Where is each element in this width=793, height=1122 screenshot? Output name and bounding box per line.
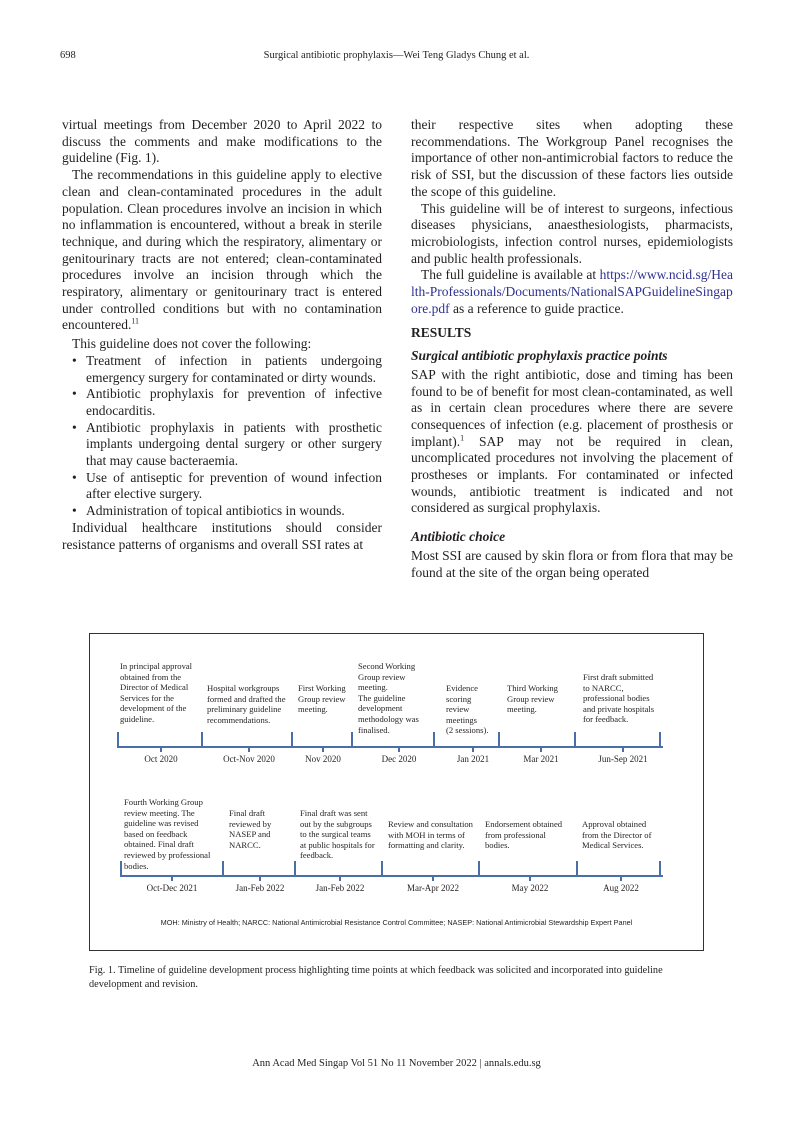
page-footer: Ann Acad Med Singap Vol 51 No 11 November 2022 | annals.edu.sg — [252, 1058, 541, 1069]
date-tick — [339, 876, 341, 881]
date-tick — [540, 747, 542, 752]
date-tick — [259, 876, 261, 881]
citation: 11 — [131, 316, 140, 326]
timeline-event: Evidence scoring review meetings (2 sessions). — [446, 683, 489, 736]
date-tick — [248, 747, 250, 752]
list-item: • Antibiotic prophylaxis in patients with prosthetic implants undergoing dental surgery or other surgery that may cause bacteraemia. — [72, 420, 382, 470]
list-item: • Use of antiseptic for prevention of wound infection after elective surgery. — [72, 470, 382, 503]
list-item: • Antibiotic prophylaxis for prevention of infective endocarditis. — [72, 386, 382, 419]
timeline-event: Third Working Group review meeting. — [507, 683, 558, 715]
paragraph: their respective sites when adopting these recommendations. The Workgroup Panel recognises the importance of other non-antimicrobial factors to reduce the risk of SSI, but the discussion of these factors lies outside the scope of this guideline. — [411, 117, 733, 199]
citation: 1 — [460, 433, 465, 443]
timeline-date: Jun-Sep 2021 — [598, 754, 648, 764]
paragraph-text: SAP with the right antibiotic, dose and timing has been found to be of benefit for most clean-contaminated, as well as in certain clean procedures where there are severe consequences of infection (e.g. placement of prosthesis or implant). — [411, 366, 733, 449]
paragraph: This guideline does not cover the following: — [72, 336, 312, 352]
timeline-event: Final draft was sent out by the subgroups to the surgical teams at public hospitals for feedback. — [300, 808, 375, 861]
right-column — [411, 117, 733, 581]
paragraph-text: The recommendations in this guideline apply to elective clean and clean-contaminated procedures in the adult population. Clean procedures involve an incision in which no inflammation is encountered, without a break in sterile technique, and during which the respiratory, alimentary or genitourinary tracts are not entered; clean-contaminated procedures involve an incision through which the respiratory, alimentary or genitourinary tract is entered under controlled conditions but with no contamination encountered. — [62, 167, 382, 333]
subheading: Surgical antibiotic prophylaxis practice points — [411, 348, 668, 364]
timeline-divider — [498, 732, 500, 748]
timeline-axis — [120, 875, 663, 877]
timeline-date: Jan 2021 — [456, 754, 490, 764]
timeline-divider — [659, 732, 661, 748]
timeline-event: First draft submitted to NARCC, professional bodies and private hospitals for feedback. — [583, 672, 655, 725]
timeline-date: Mar-Apr 2022 — [406, 883, 460, 893]
page-number: 698 — [60, 50, 76, 61]
exclusion-list — [62, 353, 382, 520]
list-item: • Administration of topical antibiotics in wounds. — [72, 503, 382, 520]
timeline-divider — [351, 732, 353, 748]
date-tick — [529, 876, 531, 881]
timeline-divider — [381, 861, 383, 877]
date-tick — [398, 747, 400, 752]
timeline-divider — [294, 861, 296, 877]
timeline-divider — [576, 861, 578, 877]
date-tick — [622, 747, 624, 752]
timeline-date: Oct-Nov 2020 — [223, 754, 275, 764]
timeline-divider — [574, 732, 576, 748]
timeline-event: Hospital workgroups formed and drafted the preliminary guideline recommendations. — [207, 683, 286, 725]
subheading: Antibiotic choice — [411, 529, 506, 545]
paragraph-text: The full guideline is available at — [421, 267, 600, 283]
left-column — [62, 117, 382, 553]
timeline-axis — [117, 746, 663, 748]
timeline-event: Approval obtained from the Director of Medical Services. — [582, 819, 652, 851]
timeline-divider — [222, 861, 224, 877]
timeline-divider — [478, 861, 480, 877]
timeline-date: Dec 2020 — [381, 754, 417, 764]
timeline-divider — [120, 861, 122, 877]
timeline-date: Nov 2020 — [305, 754, 341, 764]
figure-caption: Fig. 1. Timeline of guideline development process highlighting time points at which feedback was solicited and incorporated into guideline development and revision. — [89, 965, 663, 990]
paragraph: Individual healthcare institutions should consider resistance patterns of organisms and overall SSI rates at — [62, 519, 382, 552]
paragraph — [62, 167, 382, 334]
paragraph: virtual meetings from December 2020 to April 2022 to discuss the comments and make modifications to the guideline (Fig. 1). — [62, 117, 382, 166]
timeline-event: Fourth Working Group review meeting. The guideline was revised based on feedback obtained. Final draft reviewed by professional bodies. — [124, 797, 211, 871]
running-title: Surgical antibiotic prophylaxis—Wei Teng Gladys Chung et al. — [263, 50, 530, 61]
timeline-date: Oct 2020 — [144, 754, 178, 764]
list-item: • Treatment of infection in patients undergoing emergency surgery for contaminated or dirty wounds. — [72, 353, 382, 386]
date-tick — [160, 747, 162, 752]
paragraph-text: SAP may not be required in clean, uncomplicated procedures not involving the placement of prostheses or implants. For contaminated or infected wounds, antibiotic treatment is indicated and not considered as surgical prophylaxis. — [411, 433, 733, 516]
timeline-date: Aug 2022 — [603, 883, 639, 893]
paragraph-text: as a reference to guide practice. — [449, 300, 624, 316]
paragraph: This guideline will be of interest to surgeons, infectious diseases physicians, anaesthesiologists, pharmacists, microbiologists, infection control nurses, epidemiologists and public health professionals. — [411, 200, 733, 266]
timeline-event: In principal approval obtained from the Director of Medical Services for the development of the guideline. — [120, 661, 193, 724]
timeline-event: First Working Group review meeting. — [298, 683, 346, 715]
paragraph — [411, 367, 733, 517]
timeline-figure — [89, 633, 704, 951]
figure-footnote: MOH: Ministry of Health; NARCC: National Antimicrobial Resistance Control Committee; NASEP: National Antimicrobial Stewardship Expert Panel — [160, 918, 633, 927]
timeline-date: Mar 2021 — [523, 754, 559, 764]
date-tick — [171, 876, 173, 881]
timeline-date: May 2022 — [511, 883, 549, 893]
timeline-date: Jan-Feb 2022 — [235, 883, 285, 893]
timeline-divider — [201, 732, 203, 748]
timeline-date: Jan-Feb 2022 — [315, 883, 365, 893]
timeline-event: Review and consultation with MOH in terms of formatting and clarity. — [388, 819, 473, 851]
timeline-divider — [117, 732, 119, 748]
date-tick — [432, 876, 434, 881]
guideline-link[interactable]: https://www.ncid.sg/Health-Professionals/Documents/NationalSAPGuidelineSingapore.pdf — [411, 267, 733, 316]
date-tick — [620, 876, 622, 881]
timeline-date: Oct-Dec 2021 — [146, 883, 198, 893]
timeline-divider — [433, 732, 435, 748]
date-tick — [322, 747, 324, 752]
paragraph: Most SSI are caused by skin flora or from flora that may be found at the site of the organ being operated — [411, 547, 733, 580]
results-heading: RESULTS — [411, 325, 472, 341]
timeline-event: Second Working Group review meeting. The guideline development methodology was finalised. — [358, 661, 419, 735]
timeline-divider — [659, 861, 661, 877]
date-tick — [472, 747, 474, 752]
timeline-event: Final draft reviewed by NASEP and NARCC. — [229, 808, 272, 850]
timeline-event: Endorsement obtained from professional bodies. — [485, 819, 563, 851]
paragraph — [411, 267, 733, 317]
timeline-divider — [291, 732, 293, 748]
